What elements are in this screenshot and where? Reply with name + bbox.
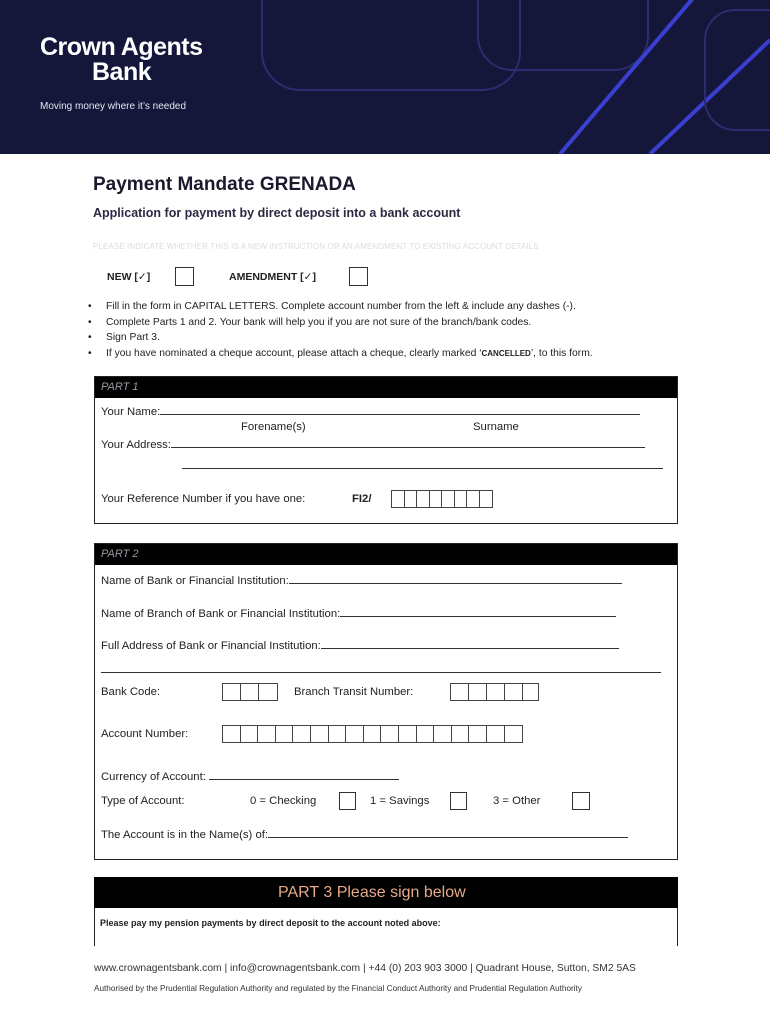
bank-code-label: Bank Code: — [101, 686, 161, 698]
account-names-row — [101, 828, 628, 841]
new-checkbox[interactable] — [175, 267, 194, 286]
part3-heading: PART 3 Please sign below — [278, 884, 466, 901]
account-number-boxes[interactable] — [222, 725, 523, 743]
account-names-label: The Account is in the Name(s) of: — [101, 829, 269, 841]
part1-heading: PART 1 — [101, 381, 139, 393]
instructions-list — [88, 299, 593, 361]
checking-checkbox[interactable] — [339, 792, 356, 810]
brand-name-bank: Bank — [92, 58, 152, 86]
amendment-label: AMENDMENT [✓] — [229, 271, 316, 283]
part2-section — [94, 543, 678, 860]
part1-header — [95, 377, 677, 398]
full-address-label: Full Address of Bank or Financial Institution: — [101, 640, 321, 652]
reference-label: Your Reference Number if you have one: — [101, 493, 306, 505]
your-name-label: Your Name: — [101, 406, 161, 418]
forename-label: Forename(s) — [241, 421, 306, 433]
branch-transit-boxes[interactable] — [450, 683, 539, 701]
your-name-field[interactable] — [160, 405, 640, 415]
form-subtitle: Application for payment by direct deposit into a bank account — [93, 206, 461, 220]
brand-name: Crown Agents — [40, 33, 203, 61]
currency-row — [101, 770, 399, 783]
part3-header — [94, 877, 678, 908]
checking-label: 0 = Checking — [250, 795, 317, 807]
footer-contact: www.crownagentsbank.com | info@crownagentsbank.com | +44 (0) 203 903 3000 | Quadrant House, Sutton, SM2 5AS — [94, 963, 636, 974]
branch-name-row — [101, 607, 616, 620]
form-title: Payment Mandate GRENADA — [93, 174, 356, 195]
instruction-faint: PLEASE INDICATE WHETHER THIS IS A NEW INSTRUCTION OR AN AMENDMENT TO EXISTING ACCOUNT DETAILS — [93, 242, 539, 251]
your-address-field-2[interactable] — [182, 459, 663, 469]
bank-name-label: Name of Bank or Financial Institution: — [101, 575, 289, 587]
bank-name-field[interactable] — [289, 574, 622, 584]
your-address-field[interactable] — [171, 438, 645, 448]
brand-tagline: Moving money where it’s needed — [40, 101, 187, 112]
header-banner — [0, 0, 770, 154]
part2-header — [95, 544, 677, 565]
instruction-item — [88, 346, 593, 362]
instruction-item: • Complete Parts 1 and 2. Your bank will help you if you are not sure of the branch/bank codes. — [88, 315, 593, 331]
reference-boxes[interactable] — [391, 490, 493, 508]
branch-name-field[interactable] — [340, 607, 616, 617]
currency-label: Currency of Account: — [101, 771, 206, 783]
surname-label: Surname — [473, 421, 519, 433]
bank-code-boxes[interactable] — [222, 683, 278, 701]
amendment-checkbox[interactable] — [349, 267, 368, 286]
your-address-row — [101, 438, 645, 451]
savings-label: 1 = Savings — [370, 795, 430, 807]
account-number-label: Account Number: — [101, 728, 189, 740]
your-name-row — [101, 405, 640, 418]
full-address-line2 — [101, 663, 661, 676]
part3-instruction: Please pay my pension payments by direct deposit to the account noted above: — [100, 918, 441, 928]
instruction-item: • Fill in the form in CAPITAL LETTERS. Complete account number from the left & include any dashes (-). — [88, 299, 593, 315]
branch-name-label: Name of Branch of Bank or Financial Institution: — [101, 608, 341, 620]
currency-field[interactable] — [209, 770, 399, 780]
address-line2 — [182, 459, 663, 472]
bank-name-row — [101, 574, 622, 587]
full-address-field[interactable] — [321, 639, 619, 649]
reference-prefix: FI2/ — [352, 493, 372, 505]
instruction-text-end: ’, to this form. — [530, 347, 593, 359]
new-label: NEW [✓] — [107, 271, 151, 283]
other-label: 3 = Other — [493, 795, 541, 807]
other-checkbox[interactable] — [572, 792, 590, 810]
savings-checkbox[interactable] — [450, 792, 467, 810]
account-names-field[interactable] — [268, 828, 628, 838]
account-type-label: Type of Account: — [101, 795, 185, 807]
your-address-label: Your Address: — [101, 439, 171, 451]
full-address-row — [101, 639, 619, 652]
cancelled-mark: CANCELLED — [481, 348, 531, 358]
instruction-item: • Sign Part 3. — [88, 330, 593, 346]
footer-regulatory: Authorised by the Prudential Regulation Authority and regulated by the Financial Conduct Authority and Prudential Regulation Authority — [94, 984, 582, 993]
instruction-text: If you have nominated a cheque account, please attach a cheque, clearly marked ‘ — [106, 347, 482, 359]
branch-transit-label: Branch Transit Number: — [294, 686, 414, 698]
full-address-field-2[interactable] — [101, 663, 661, 673]
part2-heading: PART 2 — [101, 548, 139, 560]
